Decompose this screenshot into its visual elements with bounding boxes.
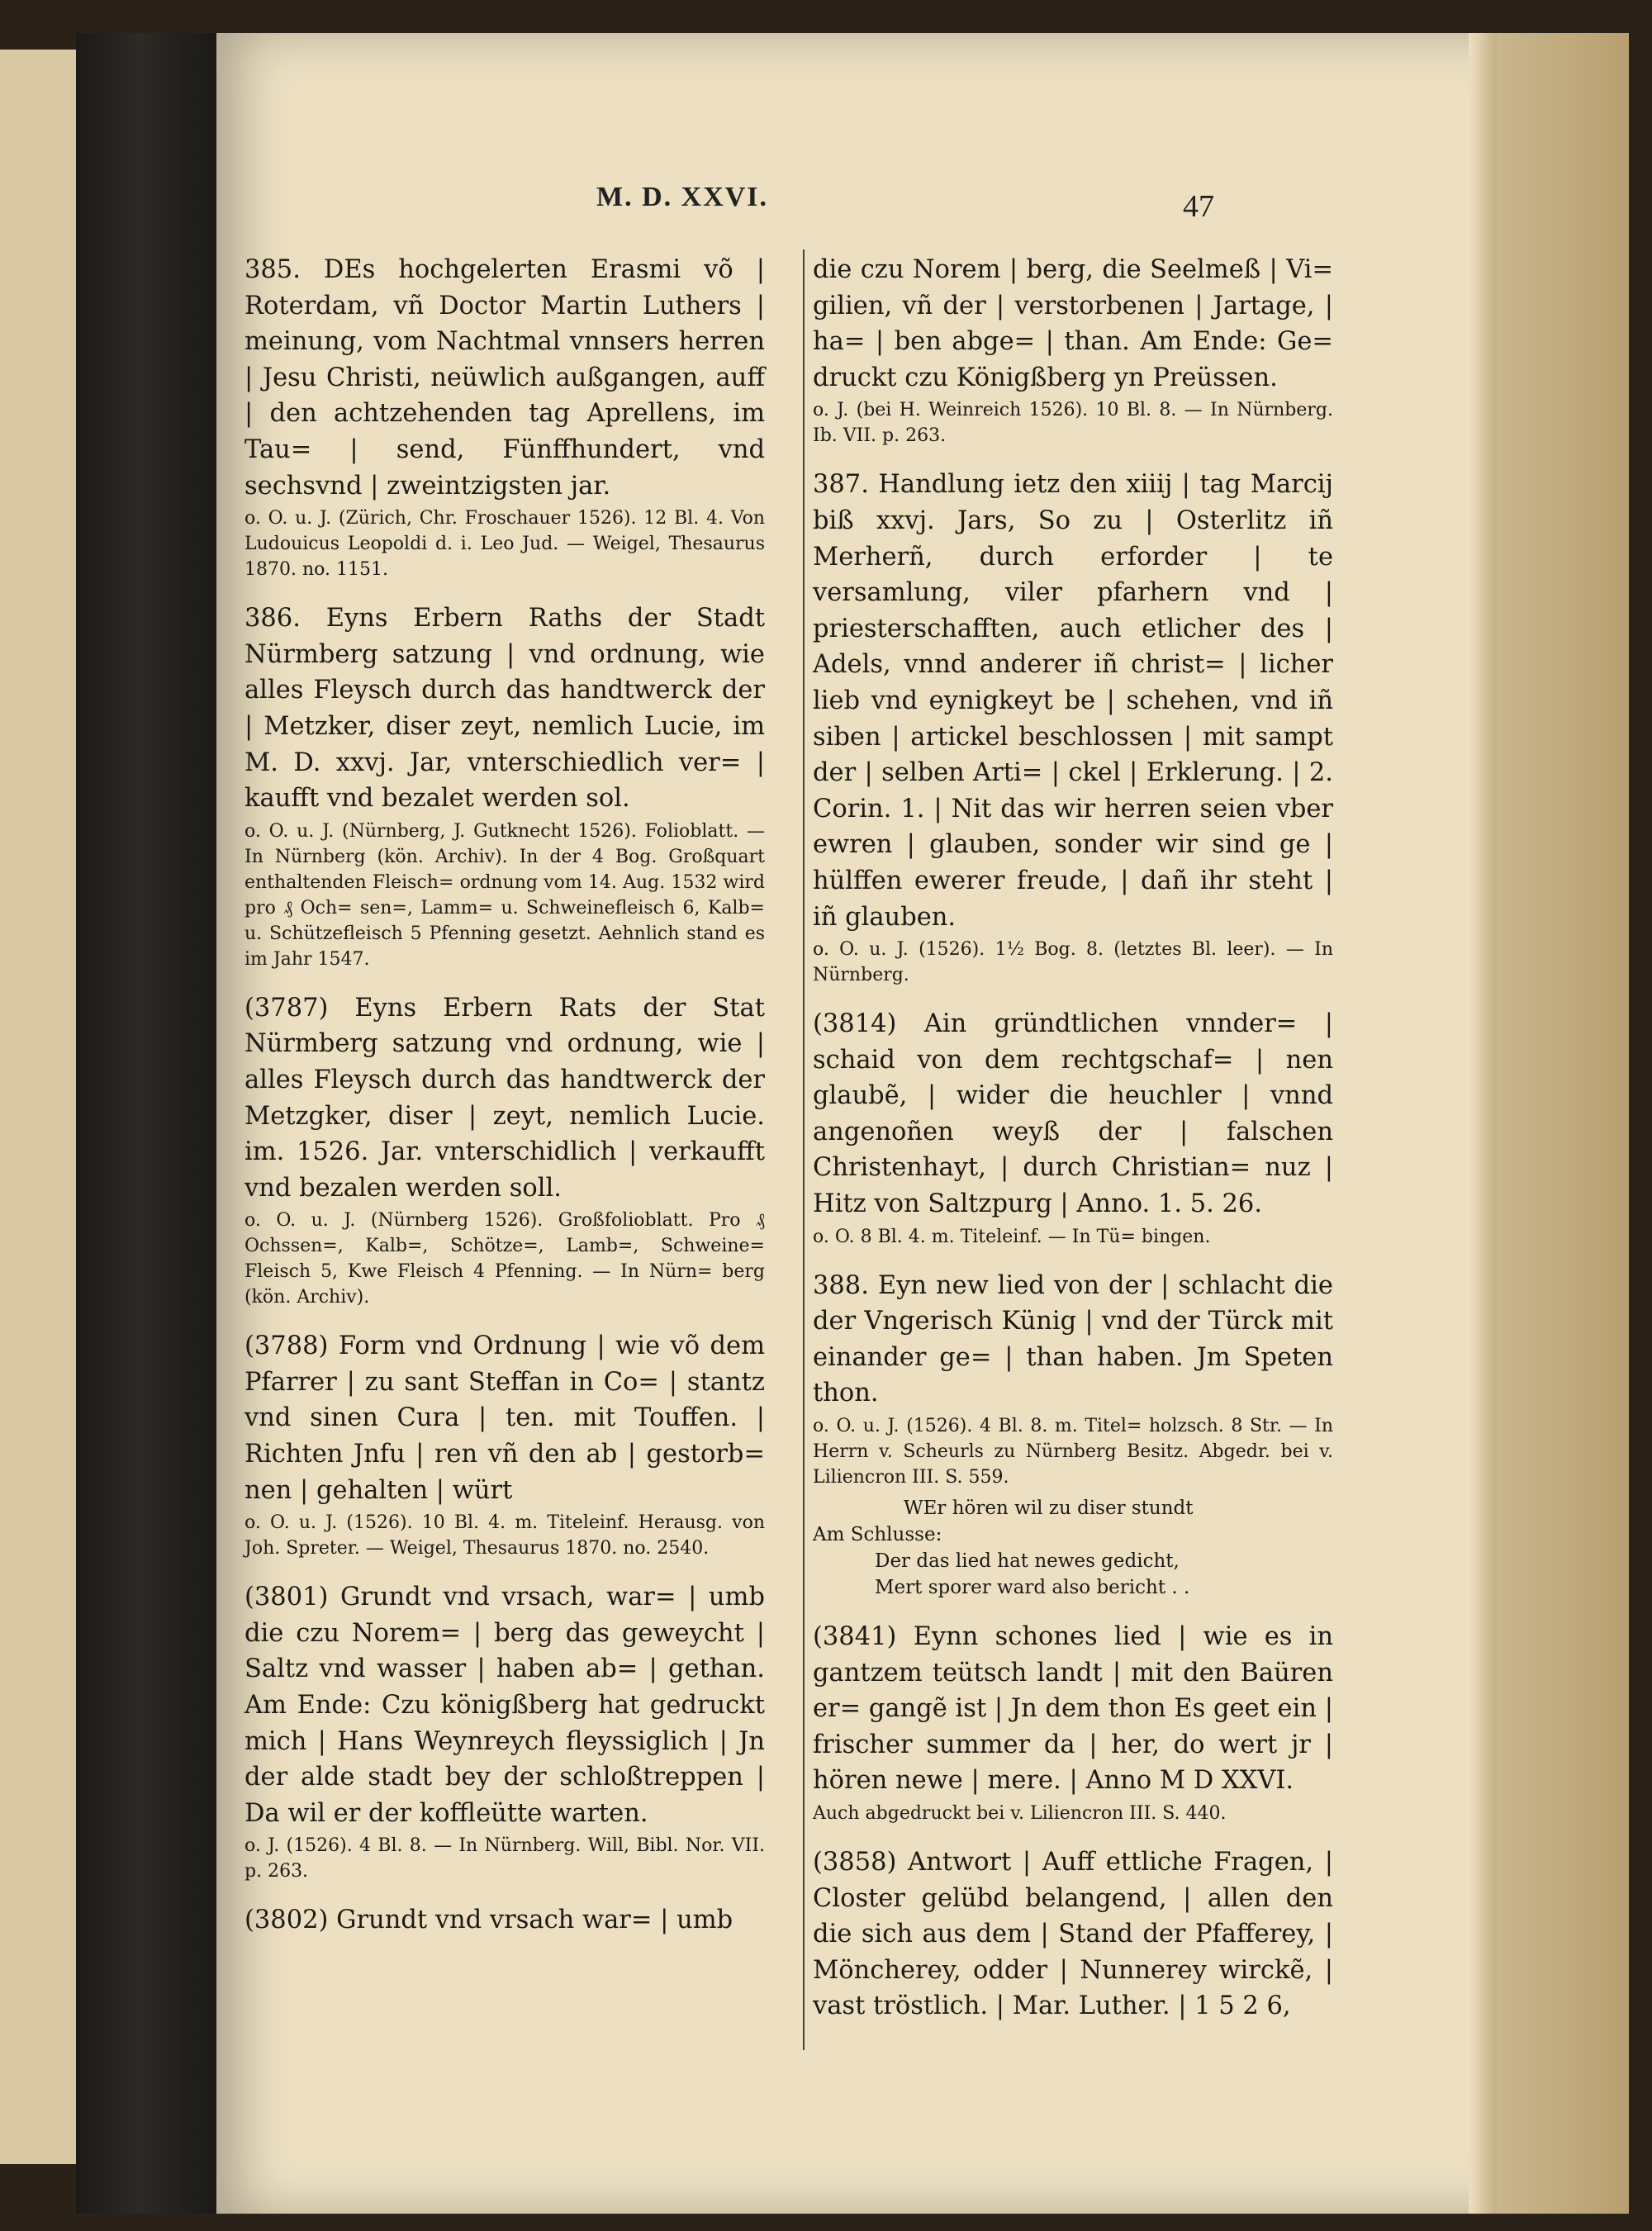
entry-note: o. O. u. J. (Zürich, Chr. Froschauer 1526). 12 Bl. 4. Von Ludouicus Leopoldi d. i. Leo Jud. — Weigel, Thesaurus 1870. no. 1151. (244, 508, 765, 581)
entry-title: Form vnd Ordnung | wie võ dem Pfarrer | zu sant Steffan in Co= | stantz vnd sinen Cura | ten. mit Touffen. | Richten Jnfu | ren vñ den ab | gestorb= nen | gehalten | würt (244, 1331, 766, 1505)
entry-number: 388. (813, 1270, 869, 1300)
entry (244, 1579, 765, 1884)
entry-title: die czu Norem | berg, die Seelmeß | Vi= gilien, vñ der | verstorbenen | Jartage, | ha= | ben abge= | than. Am Ende: Ge= druckt czu Königßberg yn Preüssen. (813, 255, 1333, 392)
quotation (813, 1495, 1333, 1601)
right-column (813, 252, 1333, 2043)
entry-title: Handlung ietz den xiiij | tag Marcij biß xxvj. Jars, So zu | Osterlitz iñ Merherñ, durch erforder | te versamlung, viler pfarhern vnd | priesterschafften, auch etlicher des | Adels, vnnd anderer iñ christ= | licher lieb vnd eynigkeyt be | schehen, vnd iñ siben | artickel beschlossen | mit sampt der | selben Arti= | ckel | Erklerung. | 2. Corin. 1. | Nit das wir herren seien vber ewren | glauben, sonder wir sind ge | hülffen ewerer freude, | dañ ihr steht | iñ glauben. (813, 470, 1334, 932)
book-spine (76, 33, 216, 2214)
entry-number: (3841) (813, 1622, 897, 1652)
entry (813, 467, 1333, 988)
column-divider (803, 249, 805, 2050)
entry-note: Auch abgedruckt bei v. Liliencron III. S. 440. (813, 1803, 1227, 1824)
entry (813, 252, 1333, 449)
entry (244, 252, 765, 582)
entry-title: DEs hochgelerten Erasmi võ | Roterdam, vñ Doctor Martin Luthers | meinung, vom Nachtmal vnnsers herren | Jesu Christi, neüwlich außgangen, auff | den achtzehenden tag Aprellens, im Tau= | send, Fünffhundert, vnd sechsvnd | zweintzigsten jar. (244, 255, 765, 501)
entry (244, 1328, 765, 1561)
entry-title: Antwort | Auff ettliche Fragen, | Closter gelübd belangend, | allen den die sich aus dem | Stand der Pfafferey, | Möncherey, odder | Nunnerey wirckẽ, | vast tröstlich. | Mar. Luther. | 1 5 2 6, (813, 1848, 1333, 2021)
entry (244, 990, 765, 1311)
entry-number: (3802) (244, 1906, 329, 1935)
entry-number: (3801) (244, 1583, 329, 1612)
entry (813, 1844, 1333, 2025)
quote-line: WEr hören wil zu diser stundt (904, 1498, 1194, 1520)
entry-number: 385. (244, 255, 301, 284)
entry-note: o. O. u. J. (Nürnberg 1526). Großfolioblatt. Pro ₰ Ochssen=, Kalb=, Schötze=, Lamb=, Schweine= Fleisch 5, Kwe Fleisch 4 Pfenning. — In Nürn= berg (kön. Archiv). (244, 1210, 765, 1308)
left-column (244, 252, 765, 1957)
entry-title: Eyns Erbern Rats der Stat Nürmberg satzung vnd ordnung, wie | alles Fleysch durch das handtwerck der Metzgker, diser | zeyt, nemlich Lucie. im. 1526. Jar. vnterschidlich | verkaufft vnd bezalen werden soll. (244, 993, 765, 1203)
entry (813, 1006, 1333, 1250)
left-page-edge (0, 50, 78, 2164)
entry-title: Eyn new lied von der | schlacht die der Vngerisch Künig | vnd der Türck mit einander ge= | than haben. Jm Speten thon. (813, 1270, 1333, 1408)
entry-number: 386. (244, 604, 301, 634)
entry-number: 387. (813, 470, 869, 500)
running-head: M. D. XXVI. (596, 182, 769, 212)
entry-note: o. O. u. J. (1526). 4 Bl. 8. m. Titel= holzsch. 8 Str. — In Herrn v. Scheurls zu Nürnberg Besitz. Abgedr. bei v. Liliencron III. S. 559. (813, 1416, 1333, 1488)
quote-line: Der das lied hat newes gedicht, (875, 1550, 1180, 1573)
quote-line: Am Schlusse: (813, 1524, 942, 1546)
entry-number: (3814) (813, 1009, 897, 1039)
entry-title: Grundt vnd vrsach, war= | umb die czu Norem= | berg das geweycht | Saltz vnd wasser | haben ab= | gethan. Am Ende: Czu königßberg hat gedruckt mich | Hans Weynreych fleyssiglich | Jn der alde stadt bey der schloßtreppen | Da wil er der koffleütte warten. (244, 1583, 765, 1828)
entry-note: o. O. u. J. (1526). 1½ Bog. 8. (letztes Bl. leer). — In Nürnberg. (813, 939, 1333, 986)
entry (813, 1619, 1333, 1826)
entry-number: (3787) (244, 993, 329, 1023)
entry-note: o. O. 8 Bl. 4. m. Titeleinf. — In Tü= bingen. (813, 1226, 1211, 1247)
entry-number: (3858) (813, 1848, 897, 1877)
entry-title: Eyns Erbern Raths der Stadt Nürmberg satzung | vnd ordnung, wie alles Fleysch durch das handtwerck der | Metzker, diser zeyt, nemlich Lucie, im M. D. xxvj. Jar, vnterschiedlich ver= | kaufft vnd bezalet werden sol. (244, 604, 765, 814)
page-number: 47 (1183, 189, 1214, 224)
page-edge-shadow (1469, 33, 1497, 2214)
entry-number: (3788) (244, 1331, 329, 1361)
entry-note: o. J. (bei H. Weinreich 1526). 10 Bl. 8. — In Nürnberg. Ib. VII. p. 263. (813, 400, 1333, 447)
page (216, 33, 1497, 2214)
quote-line: Mert sporer ward also bericht . . (875, 1577, 1190, 1599)
entry-note: o. O. u. J. (1526). 10 Bl. 4. m. Titeleinf. Herausg. von Joh. Spreter. — Weigel, Thesaurus 1870. no. 2540. (244, 1512, 765, 1559)
entry-note: o. J. (1526). 4 Bl. 8. — In Nürnberg. Will, Bibl. Nor. VII. p. 263. (244, 1835, 765, 1882)
entry (813, 1268, 1333, 1490)
entry-title: Ain gründtlichen vnnder= | schaid von dem rechtgschaf= | nen glaubẽ, | wider die heuchler | vnnd angenoñen weyß der | falschen Christenhayt, | durch Christian= nuz | Hitz von Saltzpurg | Anno. 1. 5. 26. (813, 1009, 1333, 1219)
entry-title: Grundt vnd vrsach war= | umb (336, 1906, 733, 1935)
entry-title: Eynn schones lied | wie es in gantzem teütsch landt | mit den Baüren er= gangẽ ist | Jn dem thon Es geet ein | frischer summer da | her, do wert jr | hören newe | mere. | Anno M D XXVI. (813, 1622, 1333, 1796)
entry-note: o. O. u. J. (Nürnberg, J. Gutknecht 1526). Folioblatt. — In Nürnberg (kön. Archiv). In der 4 Bog. Großquart enthaltenden Fleisch= ordnung vom 14. Aug. 1532 wird pro ₰ Och= sen=, Lamm= u. Schweinefleisch 6, Kalb= u. Schützefleisch 5 Pfenning gesetzt. Aehnlich stand es im Jahr 1547. (244, 820, 765, 970)
page-header (216, 182, 1497, 231)
page-stack-edge (1497, 33, 1629, 2214)
entry (244, 1902, 765, 1939)
entry (244, 600, 765, 972)
